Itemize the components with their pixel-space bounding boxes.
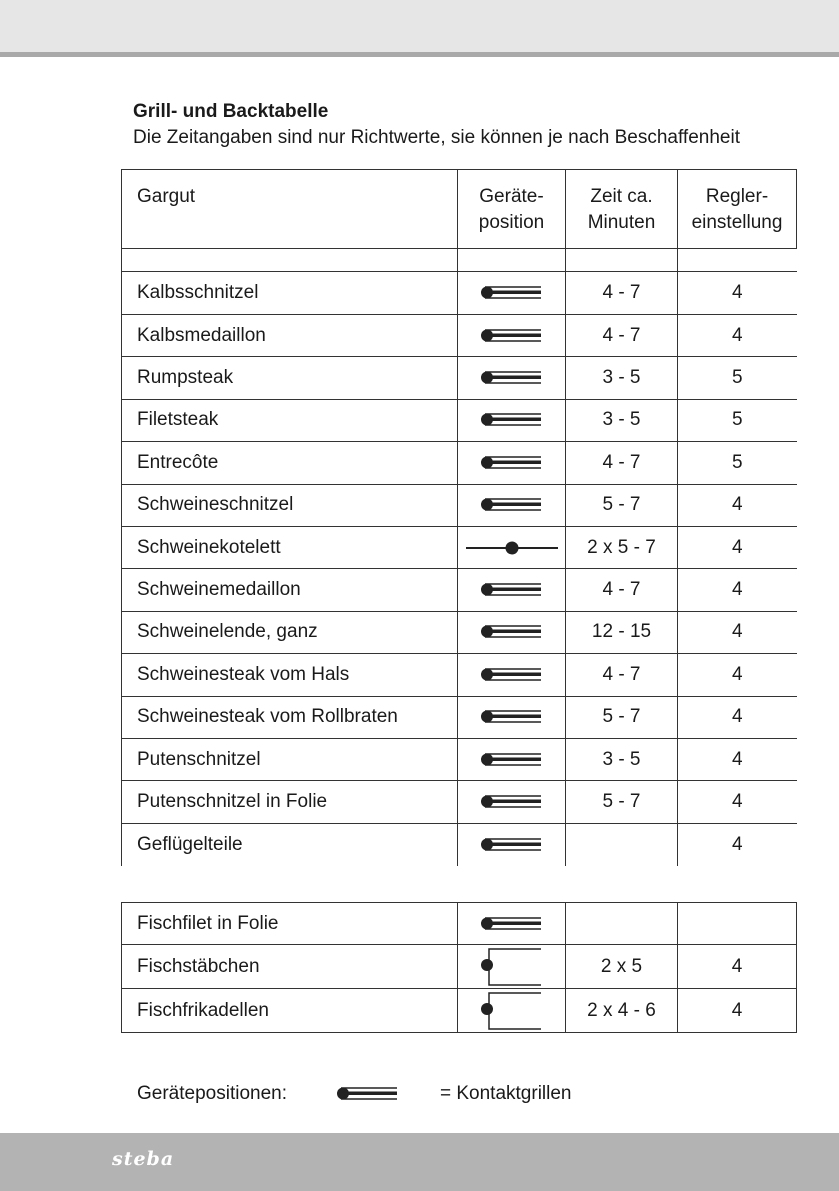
cook-time: 12 - 15 [566,611,678,653]
dial-setting: 5 [678,357,797,399]
dial-setting: 4 [678,569,797,611]
dial-setting: 4 [678,654,797,696]
cook-time: 2 x 5 - 7 [566,526,678,568]
table-row [122,823,797,865]
food-name: Filetsteak [122,399,458,441]
table-row [122,315,797,357]
contact-grill-icon [458,357,566,399]
cook-time: 5 - 7 [566,781,678,823]
contact-grill-icon [458,823,566,865]
contact-grill-icon [458,484,566,526]
table-row [122,526,797,568]
table-row [122,945,797,989]
dial-setting: 4 [678,272,797,315]
legend-label: Gerätepositionen: [137,1083,287,1104]
legend-description: = Kontaktgrillen [440,1083,572,1104]
cook-time: 5 - 7 [566,696,678,738]
cook-time: 4 - 7 [566,654,678,696]
table-row [122,903,797,945]
cook-time: 3 - 5 [566,738,678,780]
contact-grill-icon [458,272,566,315]
table-header-row [122,170,797,249]
header-setting: Regler- einstellung [678,170,797,249]
page-title: Grill- und Backtabelle [133,101,329,122]
table-row [122,611,797,653]
dial-setting: 5 [678,442,797,484]
dial-setting: 4 [678,611,797,653]
spacer-cell [458,249,566,272]
contact-grill-icon [458,442,566,484]
contact-grill-icon [458,611,566,653]
header-position: Geräte- position [458,170,566,249]
dial-setting: 4 [678,781,797,823]
cook-time: 4 - 7 [566,315,678,357]
spacer-cell [122,249,458,272]
flat-open-grill-icon [458,526,566,568]
fish-table [121,902,797,1033]
table-row [122,654,797,696]
food-name: Schweinekotelett [122,526,458,568]
food-name: Entrecôte [122,442,458,484]
table-row [122,357,797,399]
header-band [0,0,839,52]
header-rule [0,52,839,57]
spacer-cell [678,249,797,272]
contact-grill-icon [458,399,566,441]
contact-grill-icon [458,654,566,696]
legend-contact-grill-icon [335,1084,401,1109]
cook-time: 4 - 7 [566,442,678,484]
food-name: Schweineschnitzel [122,484,458,526]
cook-time: 3 - 5 [566,399,678,441]
food-name: Fischfrikadellen [122,989,458,1033]
dial-setting: 4 [678,989,797,1033]
contact-grill-icon [458,315,566,357]
food-name: Kalbsmedaillon [122,315,458,357]
header-time: Zeit ca. Minuten [566,170,678,249]
food-name: Fischstäbchen [122,945,458,989]
contact-grill-icon [458,738,566,780]
steba-logo: steba [112,1148,175,1170]
cook-time: 2 x 4 - 6 [566,989,678,1033]
spacer-cell [566,249,678,272]
table-row [122,569,797,611]
cook-time: 4 - 7 [566,272,678,315]
contact-grill-icon [458,569,566,611]
open-grill-icon [458,945,566,989]
food-name: Schweinelende, ganz [122,611,458,653]
table-row [122,696,797,738]
contact-grill-icon [458,696,566,738]
table-row [122,442,797,484]
cook-time: 3 - 5 [566,357,678,399]
dial-setting: 4 [678,696,797,738]
table-spacer-row [122,249,797,272]
contact-grill-icon [458,903,566,945]
food-name: Schweinesteak vom Hals [122,654,458,696]
dial-setting: 4 [678,315,797,357]
grill-table [121,169,797,866]
table-row [122,989,797,1033]
cook-time: 5 - 7 [566,484,678,526]
food-name: Kalbsschnitzel [122,272,458,315]
dial-setting: 4 [678,484,797,526]
contact-grill-icon [458,781,566,823]
food-name: Schweinemedaillon [122,569,458,611]
table-row [122,272,797,315]
table-row [122,484,797,526]
header-food: Gargut [122,170,458,249]
table-row [122,399,797,441]
table-row [122,781,797,823]
food-name: Putenschnitzel [122,738,458,780]
food-name: Schweinesteak vom Rollbraten [122,696,458,738]
dial-setting: 5 [678,399,797,441]
food-name: Rumpsteak [122,357,458,399]
food-name: Putenschnitzel in Folie [122,781,458,823]
open-grill-icon [458,989,566,1033]
cook-time: 2 x 5 [566,945,678,989]
page-subtitle: Die Zeitangaben sind nur Richtwerte, sie können je nach Beschaffenheit [133,127,740,148]
food-name: Geflügelteile [122,823,458,865]
dial-setting: 4 [678,526,797,568]
cook-time [566,903,678,945]
dial-setting: 4 [678,945,797,989]
dial-setting: 4 [678,823,797,865]
table-row [122,738,797,780]
food-name: Fischfilet in Folie [122,903,458,945]
cook-time [566,823,678,865]
cook-time: 4 - 7 [566,569,678,611]
dial-setting: 4 [678,738,797,780]
dial-setting [678,903,797,945]
